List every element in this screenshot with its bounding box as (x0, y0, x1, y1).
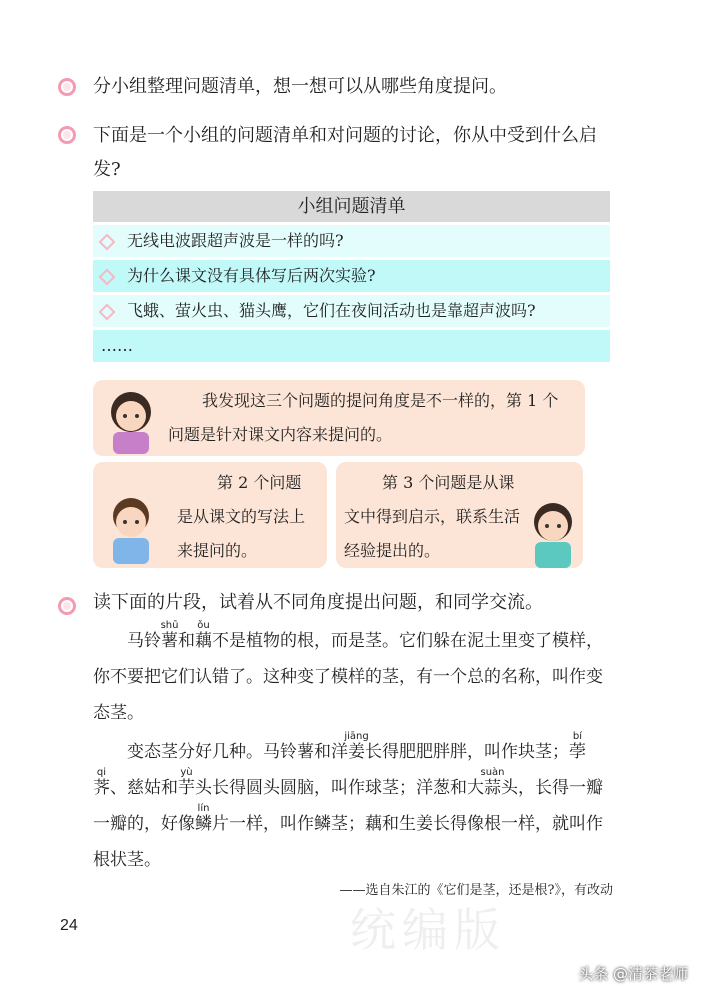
question-list-table (93, 191, 610, 362)
girl-illustration-icon (101, 386, 161, 454)
table-row (93, 260, 610, 292)
task-ring-icon (58, 78, 76, 96)
speech-bubble-girl (93, 380, 585, 456)
boy-illustration-icon (101, 492, 161, 564)
credit-watermark: 头条 @清茶老师 (578, 965, 688, 983)
row-text: 无线电波跟超声波是一样的吗? (127, 231, 344, 250)
speech-bubble-boy (93, 462, 327, 568)
row-text: 为什么课文没有具体写后两次实验? (127, 266, 376, 285)
bubble-text: 第 3 个问题是从课文中得到启示，联系生活经验提出的。 (344, 473, 521, 560)
task-2: 下面是一个小组的问题清单和对问题的讨论，你从中受到什么启发? (93, 125, 597, 180)
diamond-icon (99, 303, 116, 320)
passage-paragraph-2: 变态茎分好几种。马铃薯和洋姜jiāng长得肥肥胖胖，叫作块茎；荸bí荠qi、慈姑和芋yù头长得圆头圆脑，叫作球茎；洋葱和大蒜suàn头，长得一瓣一瓣的，好像鳞lín片一样，叫作鳞茎；藕和生姜长得像根一样，就叫作根状茎。 (93, 731, 603, 870)
reading-passage (93, 620, 613, 902)
passage-paragraph-1: 马铃薯shū和藕ǒu不是植物的根，而是茎。它们躲在泥土里变了模样，你不要把它们认错了。这种变了模样的茎，有一个总的名称，叫作变态茎。 (93, 620, 603, 723)
row-text: 飞蛾、萤火虫、猫头鹰，它们在夜间活动也是靠超声波吗? (127, 301, 536, 320)
task-1: 分小组整理问题清单，想一想可以从哪些角度提问。 (93, 76, 507, 97)
passage-source: ——选自朱江的《它们是茎，还是根?》，有改动 (339, 883, 613, 898)
diamond-icon (99, 268, 116, 285)
task-3: 读下面的片段，试着从不同角度提出问题，和同学交流。 (93, 592, 543, 613)
table-row (93, 330, 610, 362)
table-row (93, 225, 610, 257)
girl-illustration-icon (523, 496, 581, 568)
page-number: 24 (60, 917, 78, 934)
speech-bubble-girl-2 (336, 462, 583, 568)
table-title: 小组问题清单 (93, 191, 610, 222)
task-ring-icon (58, 126, 76, 144)
bubble-text: 我发现这三个问题的提问角度是不一样的，第 1 个问题是针对课文内容来提问的。 (168, 391, 559, 444)
watermark: 统编版 (350, 903, 506, 957)
table-row (93, 295, 610, 327)
task-ring-icon (58, 597, 76, 615)
row-text: …… (101, 336, 133, 355)
bubble-text: 第 2 个问题是从课文的写法上来提问的。 (177, 473, 306, 560)
diamond-icon (99, 233, 116, 250)
